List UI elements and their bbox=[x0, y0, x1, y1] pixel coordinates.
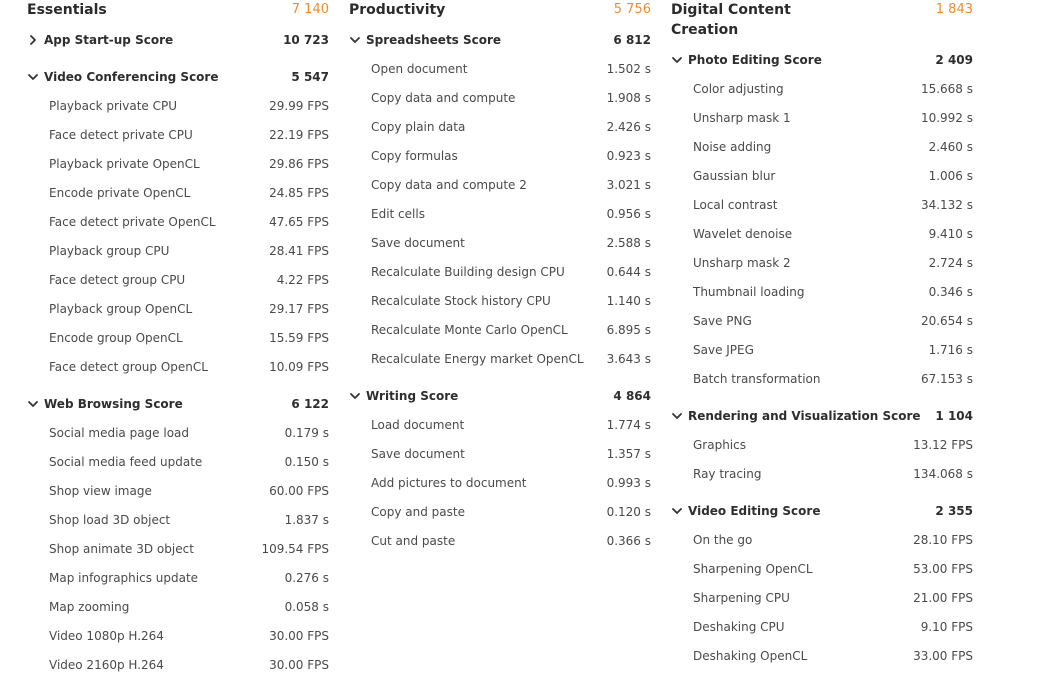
result-row bbox=[671, 75, 973, 104]
result-row bbox=[349, 171, 651, 200]
result-value: 29.99 FPS bbox=[269, 99, 329, 113]
result-value: 0.366 s bbox=[606, 534, 651, 548]
result-row bbox=[671, 584, 973, 613]
result-row bbox=[27, 92, 329, 121]
result-label: Color adjusting bbox=[693, 82, 784, 96]
result-row bbox=[27, 208, 329, 237]
result-row bbox=[349, 113, 651, 142]
result-label: Cut and paste bbox=[371, 534, 456, 548]
column-title: Essentials bbox=[27, 2, 107, 18]
score-group-rendering-and-visualization-score bbox=[671, 402, 973, 489]
result-label: Add pictures to document bbox=[371, 476, 527, 490]
result-label: Thumbnail loading bbox=[693, 285, 805, 299]
chevron-right-icon[interactable] bbox=[27, 34, 39, 46]
result-row bbox=[27, 506, 329, 535]
result-value: 15.59 FPS bbox=[269, 331, 329, 345]
result-value: 2.724 s bbox=[928, 256, 973, 270]
result-label: Batch transformation bbox=[693, 372, 821, 386]
chevron-down-icon[interactable] bbox=[671, 410, 683, 422]
group-toggle-video-editing-score[interactable] bbox=[671, 497, 973, 526]
column-essentials bbox=[27, 0, 329, 680]
result-label: Copy plain data bbox=[371, 120, 466, 134]
result-value: 29.86 FPS bbox=[269, 157, 329, 171]
result-value: 1.837 s bbox=[284, 513, 329, 527]
result-row bbox=[27, 353, 329, 382]
result-row bbox=[349, 142, 651, 171]
result-row bbox=[671, 365, 973, 394]
result-row bbox=[349, 440, 651, 469]
result-row bbox=[671, 613, 973, 642]
result-label: Social media feed update bbox=[49, 455, 203, 469]
result-row bbox=[671, 460, 973, 489]
result-row bbox=[671, 555, 973, 584]
column-title: Productivity bbox=[349, 2, 446, 18]
result-label: Playback group OpenCL bbox=[49, 302, 193, 316]
result-value: 2.460 s bbox=[928, 140, 973, 154]
score-group-writing-score bbox=[349, 382, 651, 556]
result-row bbox=[349, 258, 651, 287]
result-value: 2.588 s bbox=[606, 236, 651, 250]
result-value: 30.00 FPS bbox=[269, 658, 329, 672]
result-row bbox=[27, 150, 329, 179]
result-value: 6.895 s bbox=[606, 323, 651, 337]
score-group-video-editing-score bbox=[671, 497, 973, 671]
result-value: 0.120 s bbox=[606, 505, 651, 519]
result-label: Video 1080p H.264 bbox=[49, 629, 164, 643]
chevron-down-icon[interactable] bbox=[671, 54, 683, 66]
group-name: Web Browsing Score bbox=[44, 397, 183, 411]
result-row bbox=[27, 121, 329, 150]
result-row bbox=[349, 287, 651, 316]
group-score: 2 355 bbox=[935, 504, 973, 518]
result-row bbox=[349, 200, 651, 229]
result-row bbox=[27, 237, 329, 266]
result-row bbox=[349, 229, 651, 258]
result-label: Recalculate Monte Carlo OpenCL bbox=[371, 323, 568, 337]
column-title: Digital Content Creation bbox=[671, 2, 791, 38]
result-row bbox=[671, 191, 973, 220]
column-score: 1 843 bbox=[935, 2, 973, 17]
result-value: 24.85 FPS bbox=[269, 186, 329, 200]
group-score: 10 723 bbox=[283, 33, 329, 47]
result-label: Recalculate Building design CPU bbox=[371, 265, 565, 279]
result-row bbox=[671, 278, 973, 307]
result-label: Open document bbox=[371, 62, 468, 76]
result-label: Unsharp mask 2 bbox=[693, 256, 791, 270]
result-row bbox=[671, 104, 973, 133]
result-row bbox=[671, 162, 973, 191]
result-label: Shop view image bbox=[49, 484, 152, 498]
result-label: Unsharp mask 1 bbox=[693, 111, 791, 125]
result-label: Local contrast bbox=[693, 198, 778, 212]
result-value: 1.006 s bbox=[928, 169, 973, 183]
result-label: Map zooming bbox=[49, 600, 130, 614]
result-value: 1.716 s bbox=[928, 343, 973, 357]
result-value: 0.346 s bbox=[928, 285, 973, 299]
column-header bbox=[27, 0, 329, 26]
result-label: Copy formulas bbox=[371, 149, 458, 163]
result-row bbox=[671, 249, 973, 278]
result-value: 33.00 FPS bbox=[913, 649, 973, 663]
result-label: Encode private OpenCL bbox=[49, 186, 191, 200]
result-value: 10.09 FPS bbox=[269, 360, 329, 374]
group-toggle-video-conferencing-score[interactable] bbox=[27, 63, 329, 92]
chevron-down-icon[interactable] bbox=[349, 34, 361, 46]
result-label: Face detect private OpenCL bbox=[49, 215, 216, 229]
result-label: Copy data and compute 2 bbox=[371, 178, 527, 192]
result-label: Face detect group CPU bbox=[49, 273, 186, 287]
group-name: Video Editing Score bbox=[688, 504, 821, 518]
result-value: 29.17 FPS bbox=[269, 302, 329, 316]
group-name: App Start-up Score bbox=[44, 33, 174, 47]
result-label: Deshaking OpenCL bbox=[693, 649, 808, 663]
score-group-photo-editing-score bbox=[671, 46, 973, 394]
result-value: 1.140 s bbox=[606, 294, 651, 308]
result-label: Save JPEG bbox=[693, 343, 754, 357]
column-score: 7 140 bbox=[291, 2, 329, 17]
result-row bbox=[27, 593, 329, 622]
result-label: Face detect private CPU bbox=[49, 128, 193, 142]
result-label: Save document bbox=[371, 447, 465, 461]
result-value: 109.54 FPS bbox=[261, 542, 329, 556]
result-label: Social media page load bbox=[49, 426, 190, 440]
result-label: Encode group OpenCL bbox=[49, 331, 183, 345]
column-header bbox=[349, 0, 651, 26]
result-row bbox=[27, 622, 329, 651]
result-label: Noise adding bbox=[693, 140, 772, 154]
result-label: Recalculate Stock history CPU bbox=[371, 294, 551, 308]
result-row bbox=[27, 448, 329, 477]
result-label: Load document bbox=[371, 418, 465, 432]
result-row bbox=[27, 266, 329, 295]
result-row bbox=[671, 307, 973, 336]
result-value: 0.276 s bbox=[284, 571, 329, 585]
result-value: 1.908 s bbox=[606, 91, 651, 105]
group-name: Rendering and Visualization Score bbox=[688, 409, 921, 423]
result-value: 0.993 s bbox=[606, 476, 651, 490]
group-name: Spreadsheets Score bbox=[366, 33, 502, 47]
result-value: 3.643 s bbox=[606, 352, 651, 366]
group-toggle-photo-editing-score[interactable] bbox=[671, 46, 973, 75]
result-value: 60.00 FPS bbox=[269, 484, 329, 498]
result-value: 53.00 FPS bbox=[913, 562, 973, 576]
column-digital-content-creation bbox=[671, 0, 973, 671]
group-toggle-writing-score[interactable] bbox=[349, 382, 651, 411]
result-row bbox=[27, 419, 329, 448]
result-value: 0.644 s bbox=[606, 265, 651, 279]
result-row bbox=[349, 498, 651, 527]
result-row bbox=[349, 469, 651, 498]
result-row bbox=[671, 336, 973, 365]
result-label: Save PNG bbox=[693, 314, 752, 328]
result-value: 15.668 s bbox=[920, 82, 973, 96]
group-name: Writing Score bbox=[366, 389, 459, 403]
score-group-video-conferencing-score bbox=[27, 63, 329, 382]
score-group-spreadsheets-score bbox=[349, 26, 651, 374]
result-value: 9.410 s bbox=[928, 227, 973, 241]
result-row bbox=[671, 642, 973, 671]
group-score: 2 409 bbox=[935, 53, 973, 67]
result-value: 20.654 s bbox=[920, 314, 973, 328]
group-name: Photo Editing Score bbox=[688, 53, 822, 67]
result-row bbox=[27, 535, 329, 564]
chevron-down-icon[interactable] bbox=[349, 390, 361, 402]
result-value: 30.00 FPS bbox=[269, 629, 329, 643]
result-value: 0.150 s bbox=[284, 455, 329, 469]
result-value: 47.65 FPS bbox=[269, 215, 329, 229]
result-row bbox=[27, 651, 329, 680]
score-group-app-start-up-score bbox=[27, 26, 329, 55]
result-row bbox=[27, 179, 329, 208]
result-row bbox=[671, 431, 973, 460]
result-value: 0.179 s bbox=[284, 426, 329, 440]
result-value: 28.41 FPS bbox=[269, 244, 329, 258]
result-value: 2.426 s bbox=[606, 120, 651, 134]
result-row bbox=[349, 316, 651, 345]
result-label: Save document bbox=[371, 236, 465, 250]
result-value: 9.10 FPS bbox=[920, 620, 973, 634]
result-value: 134.068 s bbox=[913, 467, 973, 481]
group-score: 4 864 bbox=[613, 389, 651, 403]
result-row bbox=[349, 84, 651, 113]
group-name: Video Conferencing Score bbox=[44, 70, 219, 84]
group-score: 1 104 bbox=[935, 409, 973, 423]
result-row bbox=[349, 411, 651, 440]
result-row bbox=[671, 526, 973, 555]
result-row bbox=[27, 564, 329, 593]
chevron-down-icon[interactable] bbox=[27, 398, 39, 410]
result-row bbox=[349, 527, 651, 556]
result-value: 21.00 FPS bbox=[913, 591, 973, 605]
result-label: Shop animate 3D object bbox=[49, 542, 194, 556]
result-label: Playback group CPU bbox=[49, 244, 170, 258]
result-value: 22.19 FPS bbox=[269, 128, 329, 142]
result-value: 1.774 s bbox=[606, 418, 651, 432]
column-score: 5 756 bbox=[613, 2, 651, 17]
result-label: Shop load 3D object bbox=[49, 513, 171, 527]
result-row bbox=[671, 220, 973, 249]
result-label: Playback private OpenCL bbox=[49, 157, 200, 171]
result-row bbox=[27, 477, 329, 506]
result-row bbox=[349, 55, 651, 84]
result-label: Copy and paste bbox=[371, 505, 465, 519]
group-score: 6 812 bbox=[613, 33, 651, 47]
result-value: 67.153 s bbox=[920, 372, 973, 386]
result-label: Wavelet denoise bbox=[693, 227, 793, 241]
group-score: 6 122 bbox=[291, 397, 329, 411]
result-label: Sharpening OpenCL bbox=[693, 562, 813, 576]
result-label: Ray tracing bbox=[693, 467, 762, 481]
result-value: 34.132 s bbox=[920, 198, 973, 212]
group-toggle-spreadsheets-score[interactable] bbox=[349, 26, 651, 55]
result-row bbox=[671, 133, 973, 162]
column-productivity bbox=[349, 0, 651, 556]
column-header bbox=[671, 0, 973, 46]
result-label: Map infographics update bbox=[49, 571, 199, 585]
result-label: Recalculate Energy market OpenCL bbox=[371, 352, 584, 366]
result-label: On the go bbox=[693, 533, 753, 547]
result-row bbox=[349, 345, 651, 374]
score-group-web-browsing-score bbox=[27, 390, 329, 680]
result-label: Edit cells bbox=[371, 207, 425, 221]
result-value: 10.992 s bbox=[920, 111, 973, 125]
result-value: 13.12 FPS bbox=[913, 438, 973, 452]
result-label: Video 2160p H.264 bbox=[49, 658, 164, 672]
result-label: Gaussian blur bbox=[693, 169, 776, 183]
result-label: Deshaking CPU bbox=[693, 620, 785, 634]
result-value: 0.923 s bbox=[606, 149, 651, 163]
result-label: Copy data and compute bbox=[371, 91, 516, 105]
group-toggle-app-start-up-score[interactable] bbox=[27, 26, 329, 55]
group-toggle-rendering-and-visualization-score[interactable] bbox=[671, 402, 973, 431]
result-value: 4.22 FPS bbox=[276, 273, 329, 287]
result-row bbox=[27, 324, 329, 353]
result-label: Graphics bbox=[693, 438, 746, 452]
result-value: 0.956 s bbox=[606, 207, 651, 221]
result-value: 1.502 s bbox=[606, 62, 651, 76]
result-label: Sharpening CPU bbox=[693, 591, 790, 605]
result-value: 1.357 s bbox=[606, 447, 651, 461]
result-label: Face detect group OpenCL bbox=[49, 360, 208, 374]
chevron-down-icon[interactable] bbox=[27, 71, 39, 83]
result-value: 0.058 s bbox=[284, 600, 329, 614]
group-score: 5 547 bbox=[291, 70, 329, 84]
group-toggle-web-browsing-score[interactable] bbox=[27, 390, 329, 419]
chevron-down-icon[interactable] bbox=[671, 505, 683, 517]
result-label: Playback private CPU bbox=[49, 99, 177, 113]
result-value: 3.021 s bbox=[606, 178, 651, 192]
result-value: 28.10 FPS bbox=[913, 533, 973, 547]
result-row bbox=[27, 295, 329, 324]
